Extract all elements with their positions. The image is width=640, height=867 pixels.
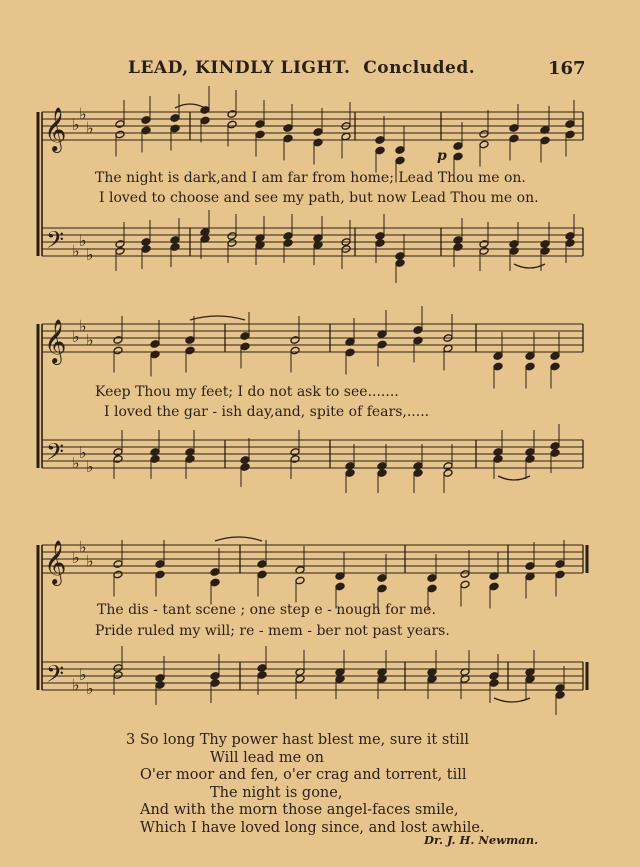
note-head: [155, 674, 165, 683]
note-head: [257, 560, 267, 569]
note-head: [565, 120, 575, 129]
note-head: [395, 146, 405, 155]
note-head: [257, 570, 267, 579]
note-head: [555, 570, 565, 579]
note-head: [493, 362, 503, 371]
verse-line: The night is gone,: [210, 784, 343, 801]
note-head: [565, 232, 575, 241]
verse-line: Will lead me on: [210, 749, 324, 766]
note-head: [453, 142, 463, 151]
note-head: [155, 681, 165, 690]
note-head: [150, 340, 160, 349]
system1-lyrics-verse2: I loved to choose and see my path, but now Lead Thou me on.: [99, 190, 539, 206]
note-head: [550, 449, 560, 458]
note-head: [493, 448, 503, 457]
note-head: [113, 448, 123, 457]
note-head: [150, 448, 160, 457]
hymn-title: LEAD, KINDLY LIGHT. Concluded.: [128, 58, 476, 78]
note-head: [509, 134, 519, 143]
verse-line: O'er moor and fen, o'er crag and torrent, till: [140, 767, 467, 783]
note-head: [540, 136, 550, 145]
note-head: [240, 456, 250, 465]
note-head: [427, 584, 437, 593]
treble-clef-icon: 𝄞: [44, 540, 67, 584]
page-number: 167: [548, 58, 586, 79]
flat-icon: ♭: [86, 457, 94, 476]
note-head: [525, 562, 535, 571]
note-head: [283, 134, 293, 143]
note-head: [395, 259, 405, 268]
note-head: [413, 462, 423, 471]
verse-line: Which I have loved long since, and lost awhile.: [140, 819, 485, 836]
bass-clef-icon: 𝄢: [46, 438, 65, 471]
note-head: [453, 236, 463, 245]
flat-icon: ♭: [86, 245, 94, 264]
system3-lyrics-verse2: Pride ruled my will; re - mem - ber not past years.: [95, 623, 450, 639]
note-head: [509, 247, 519, 256]
note-head: [290, 448, 300, 457]
note-head: [255, 130, 265, 139]
note-head: [413, 326, 423, 335]
note-head: [525, 455, 535, 464]
note-head: [290, 336, 300, 345]
note-head: [335, 582, 345, 591]
note-head: [489, 582, 499, 591]
note-head: [345, 469, 355, 478]
note-head: [395, 252, 405, 261]
note-head: [185, 336, 195, 345]
note-head: [113, 570, 123, 579]
system2-lyrics-verse1: Keep Thou my feet; I do not ask to see.......: [95, 384, 399, 400]
flat-icon: ♭: [86, 551, 94, 571]
note-head: [290, 455, 300, 464]
tie: [514, 264, 545, 268]
system2-lyrics-verse2: I loved the gar - ish day,and, spite of fears,.....: [104, 404, 430, 420]
note-head: [210, 578, 220, 587]
note-head: [345, 462, 355, 471]
note-head: [540, 240, 550, 249]
note-head: [141, 238, 151, 247]
note-head: [377, 469, 387, 478]
piano-dynamic-marking: p: [437, 148, 447, 164]
flat-icon: ♭: [79, 665, 87, 684]
note-head: [115, 130, 125, 139]
note-head: [115, 240, 125, 249]
flat-icon: ♭: [86, 118, 94, 138]
note-head: [453, 243, 463, 252]
note-head: [290, 346, 300, 355]
note-head: [525, 352, 535, 361]
note-head: [509, 124, 519, 133]
note-head: [375, 232, 385, 241]
note-head: [525, 448, 535, 457]
note-head: [283, 124, 293, 133]
flat-icon: ♭: [86, 679, 94, 698]
note-head: [185, 455, 195, 464]
note-head: [375, 146, 385, 155]
note-head: [210, 679, 220, 688]
note-head: [227, 232, 237, 241]
flat-icon: ♭: [72, 548, 80, 567]
note-head: [479, 247, 489, 256]
note-head: [489, 679, 499, 688]
note-head: [210, 672, 220, 681]
flat-icon: ♭: [72, 241, 80, 261]
note-head: [185, 448, 195, 457]
note-head: [453, 152, 463, 161]
note-head: [210, 568, 220, 577]
flat-icon: ♭: [79, 104, 87, 124]
note-head: [565, 239, 575, 248]
note-head: [377, 462, 387, 471]
flat-icon: ♭: [79, 443, 87, 462]
author-credit: Dr. J. H. Newman.: [424, 833, 539, 847]
note-head: [565, 130, 575, 139]
note-head: [489, 672, 499, 681]
note-head: [240, 463, 250, 472]
note-head: [540, 247, 550, 256]
note-head: [257, 671, 267, 680]
note-head: [493, 352, 503, 361]
note-head: [375, 136, 385, 145]
verse-line: And with the morn those angel-faces smile,: [140, 802, 459, 818]
note-head: [377, 584, 387, 593]
flat-icon: ♭: [79, 537, 87, 557]
treble-clef-icon: 𝄞: [44, 319, 67, 363]
note-head: [185, 346, 195, 355]
note-head: [377, 340, 387, 349]
note-head: [113, 336, 123, 345]
note-head: [113, 346, 123, 355]
note-head: [427, 574, 437, 583]
note-head: [283, 232, 293, 241]
note-head: [150, 455, 160, 464]
note-head: [115, 120, 125, 129]
note-head: [155, 560, 165, 569]
note-head: [227, 120, 237, 129]
note-head: [240, 342, 250, 351]
flat-icon: ♭: [72, 675, 80, 695]
verse-line: 3 So long Thy power hast blest me, sure it still: [126, 732, 470, 748]
flat-icon: ♭: [72, 115, 80, 134]
note-head: [550, 442, 560, 451]
tie: [494, 698, 530, 702]
system1-lyrics-verse1: The night is dark,and I am far from home; Lead Thou me on.: [95, 170, 526, 186]
treble-clef-icon: 𝄞: [44, 107, 67, 151]
note-head: [375, 239, 385, 248]
note-head: [155, 570, 165, 579]
note-head: [479, 140, 489, 149]
flat-icon: ♭: [86, 330, 94, 350]
note-head: [413, 469, 423, 478]
note-head: [460, 580, 470, 589]
flat-icon: ♭: [79, 316, 87, 336]
bass-clef-icon: 𝄢: [46, 226, 65, 259]
tie: [190, 316, 245, 320]
note-head: [493, 455, 503, 464]
note-head: [555, 684, 565, 693]
note-head: [460, 570, 470, 579]
flat-icon: ♭: [79, 231, 87, 250]
note-head: [395, 156, 405, 165]
note-head: [377, 574, 387, 583]
note-head: [295, 576, 305, 585]
note-head: [479, 240, 489, 249]
note-head: [479, 130, 489, 139]
note-head: [550, 352, 560, 361]
note-head: [550, 362, 560, 371]
verse-three: [126, 732, 485, 837]
tie: [498, 476, 530, 480]
note-head: [443, 462, 453, 471]
note-head: [113, 671, 123, 680]
note-head: [555, 691, 565, 700]
note-head: [255, 120, 265, 129]
flat-icon: ♭: [72, 453, 80, 473]
note-head: [113, 560, 123, 569]
note-head: [525, 362, 535, 371]
note-head: [113, 664, 123, 673]
tie: [215, 537, 262, 541]
note-head: [141, 245, 151, 254]
note-head: [555, 560, 565, 569]
note-head: [257, 664, 267, 673]
note-head: [113, 455, 123, 464]
note-head: [345, 348, 355, 357]
note-head: [509, 240, 519, 249]
note-head: [313, 128, 323, 137]
note-head: [170, 243, 180, 252]
note-head: [227, 110, 237, 119]
note-head: [443, 469, 453, 478]
note-head: [227, 239, 237, 248]
note-head: [283, 239, 293, 248]
bass-clef-icon: 𝄢: [46, 660, 65, 693]
note-head: [170, 114, 180, 123]
note-head: [141, 116, 151, 125]
note-head: [170, 236, 180, 245]
note-head: [115, 247, 125, 256]
system3-lyrics-verse1: The dis - tant scene ; one step e - nough for me.: [97, 602, 436, 618]
flat-icon: ♭: [72, 327, 80, 346]
note-head: [200, 116, 210, 125]
note-head: [240, 332, 250, 341]
